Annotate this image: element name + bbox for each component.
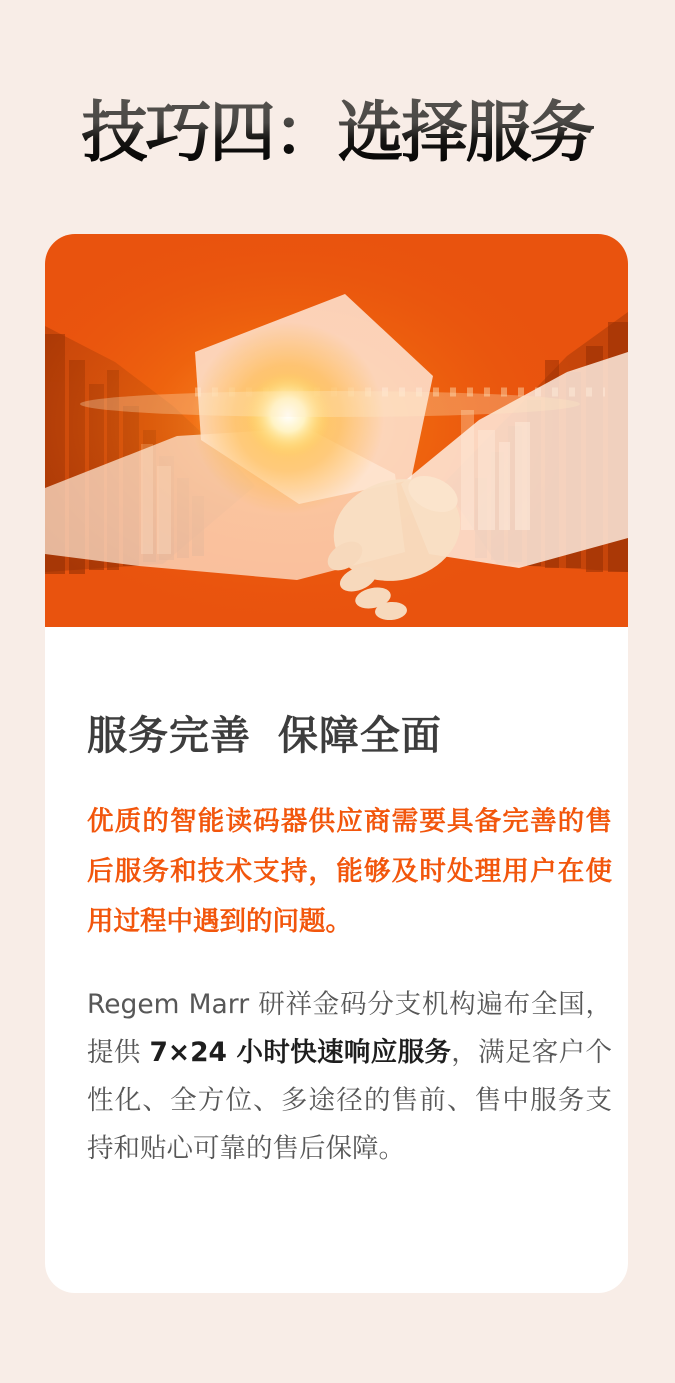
content-card [45,234,628,1293]
card-body [45,627,628,1173]
body-paragraph-pre: Regem Marr 研祥金码分支机构遍布全国，提供 [87,988,612,1068]
highlight-paragraph: 优质的智能读码器供应商需要具备完善的售后服务和技术支持，能够及时处理用户在使用过程中遇到的问题。 [87,805,612,937]
page-title-text: 技巧四：选择服务 [81,94,594,171]
body-paragraph-bold: 7×24 小时快速响应服务 [149,1036,452,1068]
card-heading: 服务完善 保障全面 [87,712,442,759]
page-title [0,0,675,170]
body-paragraph [87,981,612,1173]
body-paragraph-post: ，满足客户个性化、全方位、多途径的售前、售中服务支持和贴心可靠的售后保障。 [87,1036,612,1164]
handshake-cityscape-image [45,234,628,627]
